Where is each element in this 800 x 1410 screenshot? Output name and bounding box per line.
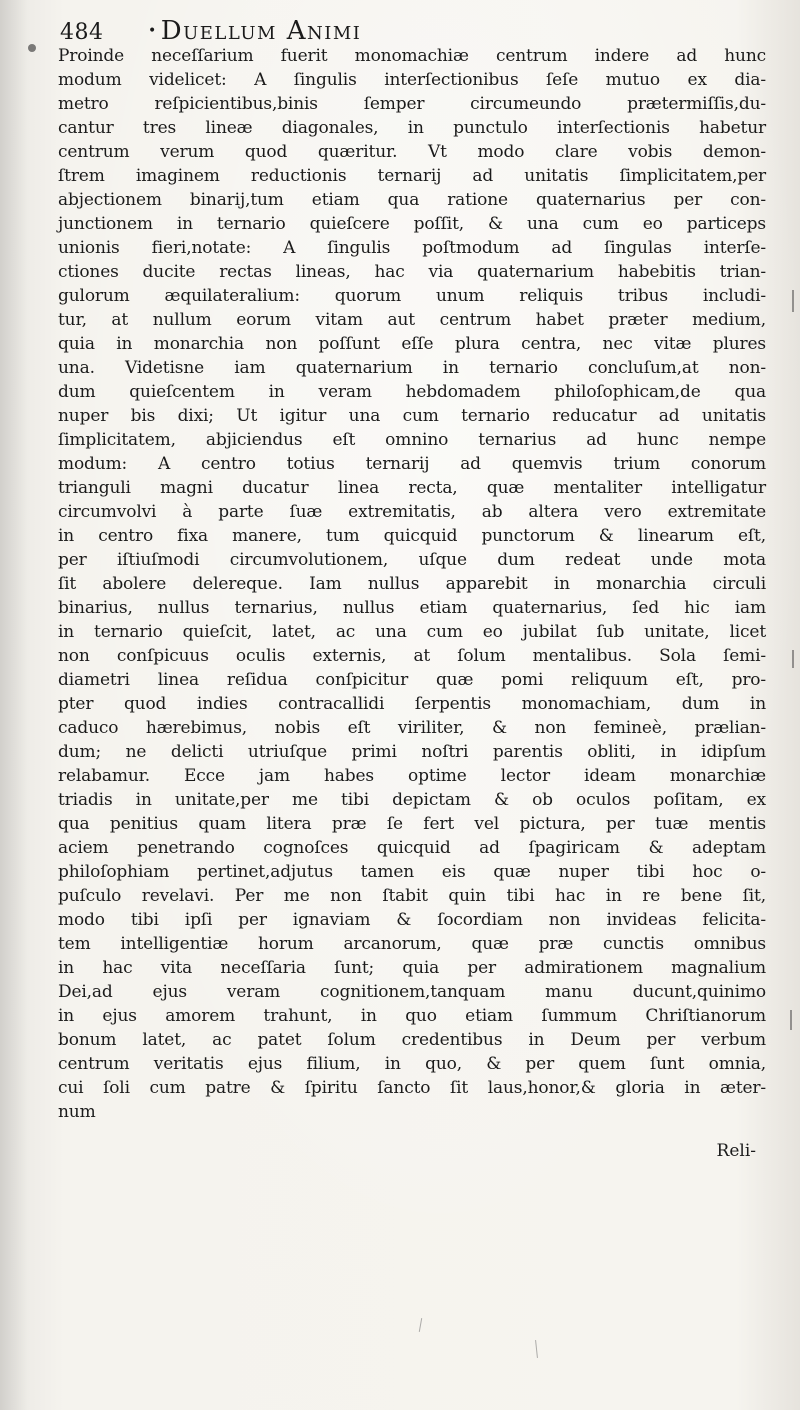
text-line: centrum veritatis ejus filium, in quo, & per quem ſunt omnia,: [58, 1054, 766, 1074]
running-head-title: Duellum Animi: [160, 16, 362, 46]
paper-fiber-mark: [419, 1318, 422, 1332]
text-line: per iſtiuſmodi circumvolutionem, uſque dum redeat unde mota: [58, 550, 766, 570]
text-line: num: [58, 1102, 96, 1122]
text-line: tur, at nullum eorum vitam aut centrum habet præter medium,: [58, 310, 766, 330]
text-line: nuper bis dixi; Ut igitur una cum ternario reducatur ad unitatis: [58, 406, 766, 426]
text-line: junctionem in ternario quieſcere poſſit, & una cum eo particeps: [58, 214, 766, 234]
text-line: binarius, nullus ternarius, nullus etiam quaternarius, ſed hic iam: [58, 598, 766, 618]
text-line: tem intelligentiæ horum arcanorum, quæ præ cunctis omnibus: [58, 934, 766, 954]
text-line: centrum verum quod quæritur. Vt modo clare vobis demon-: [58, 142, 766, 162]
text-line: unionis fieri,notate: A ſingulis poſtmodum ad ſingulas interſe-: [58, 238, 766, 258]
text-line: bonum latet, ac patet ſolum credentibus in Deum per verbum: [58, 1030, 766, 1050]
text-line: relabamur. Ecce jam habes optime lector ideam monarchiæ: [58, 766, 766, 786]
text-line: cantur tres lineæ diagonales, in punctulo interſectionis habetur: [58, 118, 766, 138]
text-line: puſculo revelavi. Per me non ſtabit quin tibi hac in re bene ſit,: [58, 886, 766, 906]
text-line: aciem penetrando cognoſces quicquid ad ſpagiricam & adeptam: [58, 838, 766, 858]
running-head: [148, 16, 361, 46]
body-text: [58, 44, 766, 1124]
text-line: circumvolvi à parte ſuæ extremitatis, ab altera vero extremitate: [58, 502, 766, 522]
text-line: in ejus amorem trahunt, in quo etiam ſummum Chriſtianorum: [58, 1006, 766, 1026]
text-line: trianguli magni ducatur linea recta, quæ mentaliter intelligatur: [58, 478, 766, 498]
text-line: Dei,ad ejus veram cognitionem,tanquam manu ducunt,quinimo: [58, 982, 766, 1002]
text-line: una. Videtisne iam quaternarium in ternario concluſum,at non-: [58, 358, 766, 378]
edge-mark: [792, 650, 794, 668]
page-number: 484: [60, 20, 104, 45]
text-line: in centro fixa manere, tum quicquid punctorum & linearum eſt,: [58, 526, 766, 546]
catchword: Reli-: [716, 1141, 756, 1161]
running-head-ornament: •: [148, 23, 158, 39]
text-line: in hac vita neceſſaria ſunt; quia per admirationem magnalium: [58, 958, 766, 978]
paper-fiber-mark: [535, 1340, 538, 1358]
text-line: ſimplicitatem, abjiciendus eſt omnino ternarius ad hunc nempe: [58, 430, 766, 450]
text-line: in ternario quieſcit, latet, ac una cum eo jubilat ſub unitate, licet: [58, 622, 766, 642]
text-line: non conſpicuus oculis externis, at ſolum mentalibus. Sola ſemi-: [58, 646, 766, 666]
text-line: dum quieſcentem in veram hebdomadem philoſophicam,de qua: [58, 382, 766, 402]
text-line: ſtrem imaginem reductionis ternarij ad unitatis ſimplicitatem,per: [58, 166, 766, 186]
text-line: modo tibi ipſi per ignaviam & ſocordiam non invideas felicita-: [58, 910, 766, 930]
text-line: modum videlicet: A ſingulis interſectionibus ſeſe mutuo ex dia-: [58, 70, 766, 90]
text-line: diametri linea reſidua conſpicitur quæ pomi reliquum eſt, pro-: [58, 670, 766, 690]
text-line: triadis in unitate,per me tibi depictam & ob oculos poſitam, ex: [58, 790, 766, 810]
text-line: Proinde neceſſarium fuerit monomachiæ centrum indere ad hunc: [58, 46, 766, 66]
text-line: philoſophiam pertinet,adjutus tamen eis quæ nuper tibi hoc o-: [58, 862, 766, 882]
text-line: metro reſpicientibus,binis ſemper circumeundo prætermiſſis,du-: [58, 94, 766, 114]
text-line: ſit abolere delereque. Iam nullus apparebit in monarchia circuli: [58, 574, 766, 594]
text-line: abjectionem binarij,tum etiam qua ratione quaternarius per con-: [58, 190, 766, 210]
gutter-shadow: [0, 0, 28, 1410]
edge-mark: [792, 290, 794, 312]
page-header: [60, 14, 760, 48]
text-line: modum: A centro totius ternarij ad quemvis trium conorum: [58, 454, 766, 474]
text-line: ctiones ducite rectas lineas, hac via quaternarium habebitis trian-: [58, 262, 766, 282]
text-line: gulorum æquilateralium: quorum unum reliquis tribus includi-: [58, 286, 766, 306]
margin-ink-spot: [28, 44, 36, 52]
text-line: quia in monarchia non poſſunt eſſe plura centra, nec vitæ plures: [58, 334, 766, 354]
edge-mark: [790, 1010, 792, 1030]
text-line: dum; ne delicti utriuſque primi noſtri parentis obliti, in idipſum: [58, 742, 766, 762]
text-line: qua penitius quam litera præ ſe fert vel pictura, per tuæ mentis: [58, 814, 766, 834]
text-line: pter quod indies contracallidi ſerpentis monomachiam, dum in: [58, 694, 766, 714]
text-line: caduco hærebimus, nobis eſt viriliter, & non femineè, prælian-: [58, 718, 766, 738]
text-line: cui ſoli cum patre & ſpiritu ſancto ſit laus,honor,& gloria in æter-: [58, 1078, 766, 1098]
